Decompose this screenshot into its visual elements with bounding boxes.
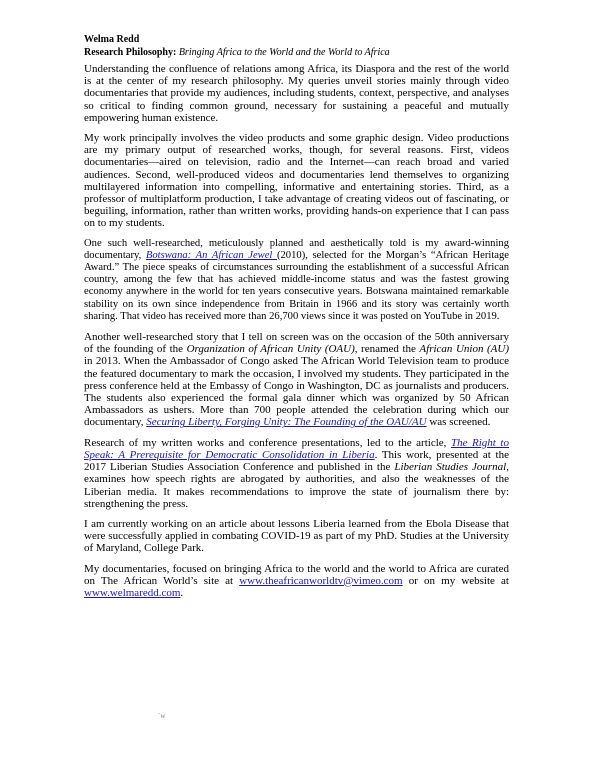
journal-name: Liberian Studies Journal, [394, 461, 509, 474]
oau-name: Organization of African Unity (OAU) [186, 343, 355, 356]
paragraph-3 [84, 238, 509, 323]
paragraph-3-text-b: (2010), selected for the Morgan’s “African Heritage Award.” The piece speaks of circumstances surrounding the establishment of a successful African country, among the few that has achieved middle-income status and was the fastest growing economy anywhere in the world for ten years consecutive years. Botswana maintained remarkable stability on its own since independence from Britain in 1966 and its story was certainly worth sharing. That video has received more than 26,700 views since it was posted on YouTube in 2019. [84, 249, 509, 322]
paragraph-4-text-c: in 2013. When the Ambassador of Congo asked The African World Television team to produce the featured documentary to mark the occasion, I involved my students. They participated in the press conference held at the Embassy of Congo in Washington, DC as journalists and producers. The students also experienced the formal gala dinner which was organized by 50 African Ambassadors as ushers. More than 700 people attended the celebration during which our documentary, [84, 355, 509, 429]
paragraph-5-text-a: Research of my written works and conference presentations, led to the article, [84, 436, 451, 449]
oau-documentary-link[interactable]: Securing Liberty, Forging Unity: The Founding of the OAU/AU [146, 416, 427, 429]
page-heading [84, 46, 509, 59]
paragraph-4-text-a: Another well-researched story that I tell on screen was on the occasion of the 50th anniversary of the founding of the [84, 331, 509, 356]
paragraph-7-text-a: My documentaries, focused on bringing Africa to the world and the world to Africa are curated on The African World’s site at [84, 562, 509, 587]
paragraph-4-text-b: , renamed the [354, 343, 420, 356]
stray-mark: `w [158, 712, 166, 720]
heading-title: Bringing Africa to the World and the World to Africa [178, 47, 390, 58]
paragraph-5-text-b: . This work, presented at the 2017 Liberian Studies Association Conference and published in the [84, 448, 509, 474]
paragraph-5-text-c: examines how speech rights are abrogated by authorities, and also the weaknesses of the Liberian media. It makes recommendations to improve the state of journalism there by: strengthening the press. [84, 473, 509, 510]
paragraph-4 [84, 331, 509, 429]
vimeo-link[interactable]: www.theafricanworldtv@vimeo.com [239, 574, 403, 587]
paragraph-2: My work principally involves the video products and some graphic design. Video productions are my primary output of researched works, though, for several reasons. First, videos documentaries—aired on television, radio and the Internet—can reach broad and varied audiences. Second, well-produced videos and documentaries lend themselves to organizing multilayered information into compelling, informative and entertaining stories. Third, as a professor of multiplatform production, I take advantage of creating videos out of fascinating, or beguiling, information, rather than written works, providing hands-on experience that I can pass on to my students. [84, 132, 509, 230]
right-to-speak-article-link[interactable]: The Right to Speak: A Prerequisite for Democratic Consolidation in Liberia [84, 436, 509, 461]
botswana-documentary-link[interactable]: Botswana: An African Jewel [145, 249, 277, 261]
author-name: Welma Redd [84, 34, 140, 45]
paragraph-5 [84, 437, 509, 510]
website-link[interactable]: www.welmaredd.com [84, 586, 181, 599]
paragraph-7 [84, 563, 509, 600]
paragraph-7-text-b: or on my website at [402, 574, 509, 587]
paragraph-3-text-a: One such well-researched, meticulously planned and aesthetically told is my award-winning documentary, [84, 237, 509, 261]
paragraph-7-text-c: . [180, 586, 184, 599]
paragraph-6: I am currently working on an article about lessons Liberia learned from the Ebola Disease that were successfully applied in combating COVID-19 as part of my PhD. Studies at the University of Maryland, College Park. [84, 517, 509, 555]
paragraph-4-text-d: was screened. [426, 416, 491, 429]
paragraph-1: Understanding the confluence of relations among Africa, its Diaspora and the rest of the world is at the center of my research philosophy. My queries unveil stories mainly through video documentaries that provide my audiences, including students, context, perspective, and analyses so critical to finding common ground, necessary for sustaining a peaceful and mutually empowering human existence. [84, 63, 509, 124]
heading-label: Research Philosophy: [84, 47, 177, 58]
au-name: African Union (AU) [419, 343, 509, 356]
document-page [84, 34, 509, 607]
